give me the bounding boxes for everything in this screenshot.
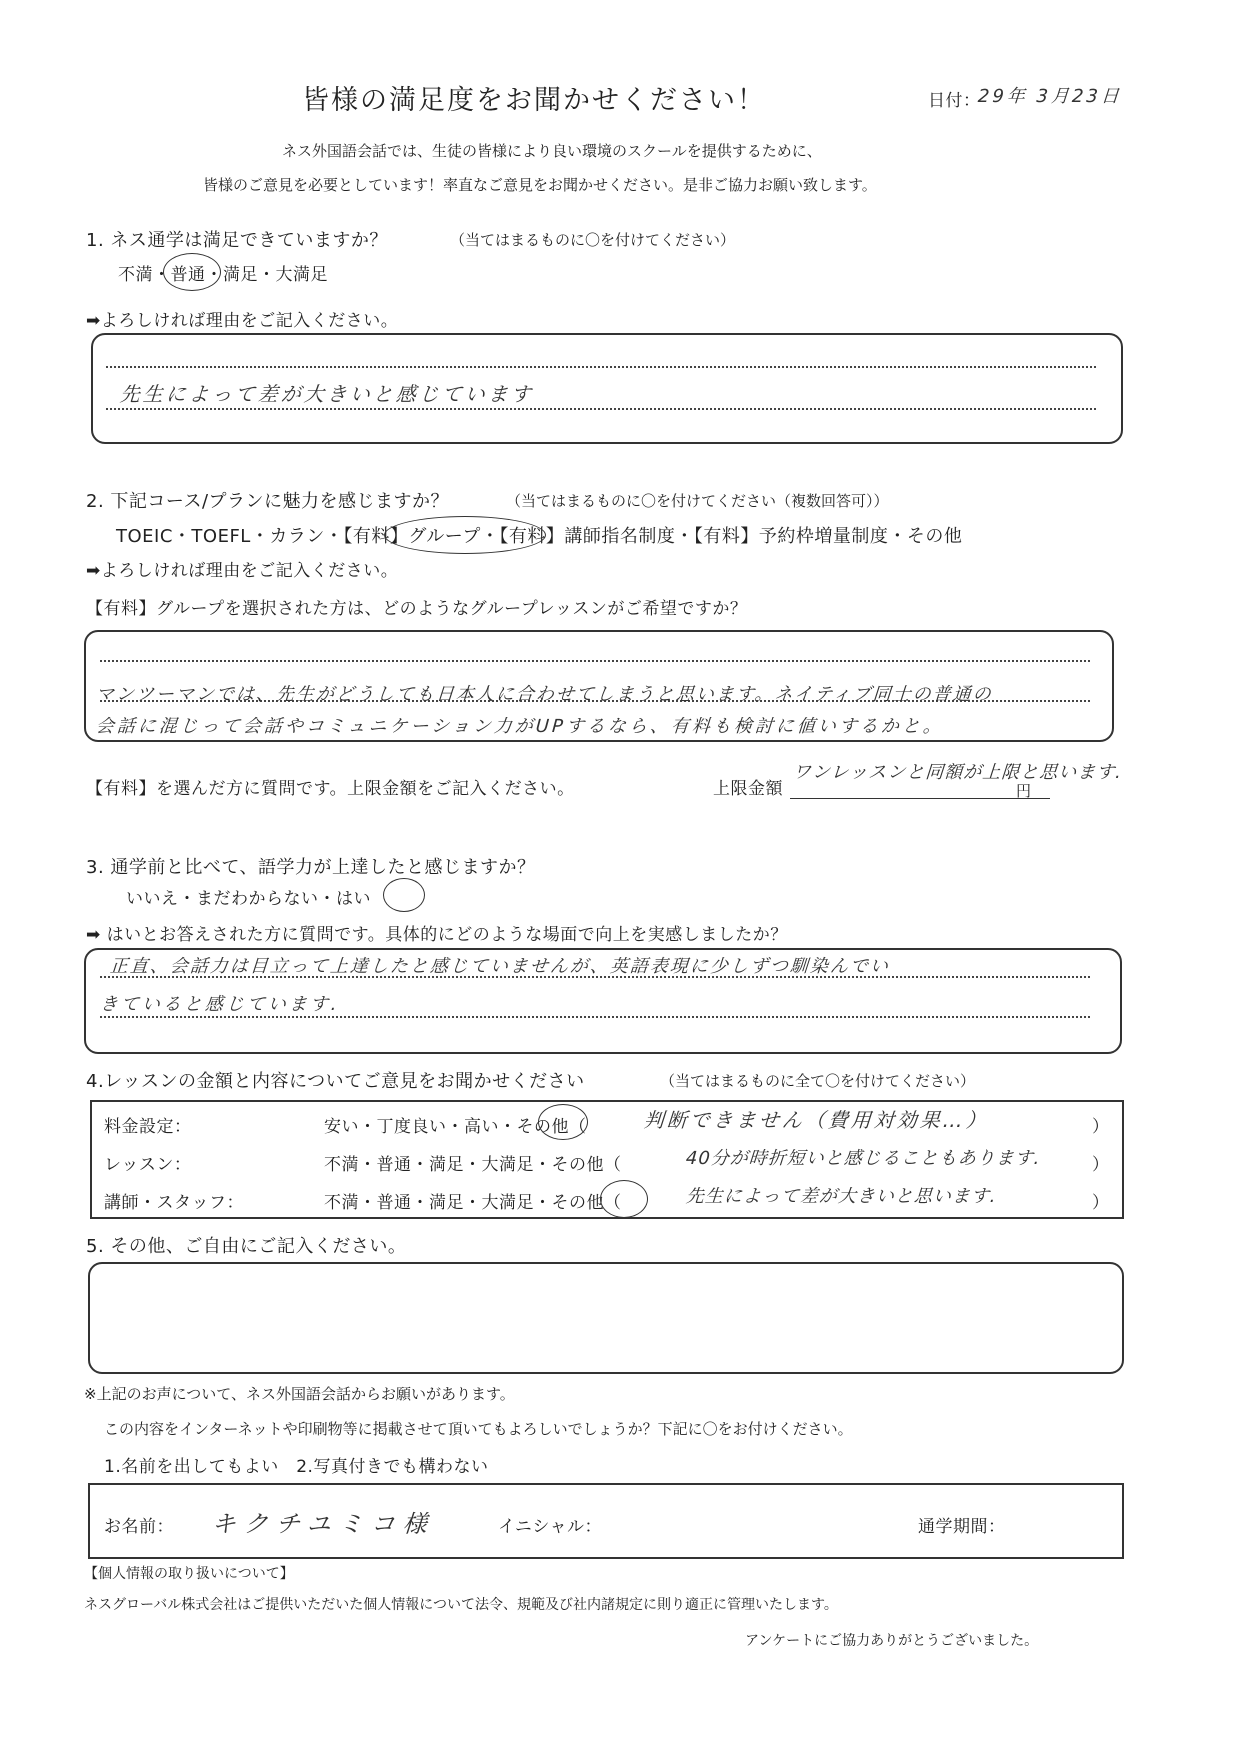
q4-option[interactable]: 大満足 bbox=[481, 1155, 534, 1175]
q1-reason-prompt: ➡よろしければ理由をご記入ください。 bbox=[86, 311, 399, 331]
dotted-line bbox=[100, 660, 1090, 662]
selection-circle bbox=[384, 516, 546, 554]
q3-option[interactable]: まだわからない bbox=[196, 889, 319, 909]
q2-option[interactable]: TOEFL bbox=[191, 526, 251, 547]
intro-line-1: ネス外国語会話では、生徒の皆様により良い環境のスクールを提供するために、 bbox=[282, 142, 822, 160]
q2-option[interactable]: その他 bbox=[906, 526, 963, 547]
note-line-2: この内容をインターネットや印刷物等に掲載させて頂いてもよろしいでしょうか？下記に〇をお付けください。 bbox=[104, 1420, 853, 1438]
dotted-line bbox=[106, 408, 1096, 410]
close-paren: ） bbox=[1092, 1117, 1110, 1137]
q4-option[interactable]: 不満 bbox=[324, 1193, 359, 1213]
q2-reason-prompt: ➡よろしければ理由をご記入ください。 bbox=[86, 561, 399, 581]
name-label: お名前： bbox=[104, 1517, 174, 1537]
q4-row-label: レッスン： bbox=[104, 1155, 192, 1175]
q4-row-comment: 判断できません（費用対効果…） bbox=[643, 1108, 990, 1132]
q5-answer-box[interactable] bbox=[88, 1262, 1124, 1374]
note-line-1: ※上記のお声について、ネス外国語会話からお願いがあります。 bbox=[84, 1385, 515, 1403]
selection-circle bbox=[163, 253, 221, 291]
q3-answer-line-1: 正直、会話力は目立って上達したと感じていませんが、英語表現に少しずつ馴染んでい bbox=[109, 956, 891, 977]
note-line-3: 1.名前を出してもよい 2.写真付きでも構わない bbox=[104, 1457, 489, 1477]
q2-limit-question: 【有料】を選んだ方に質問です。上限金額をご記入ください。 bbox=[86, 779, 575, 799]
q2-options: TOEIC・TOEFL・カラン・【有料】グループ・【有料】講師指名制度・【有料】予約枠増量制度・その他 bbox=[116, 526, 963, 547]
q2-option-selected[interactable]: 【有料】グループ bbox=[343, 526, 481, 547]
q2-limit-unit: 円 bbox=[1016, 782, 1032, 800]
q3-question: 3. 通学前と比べて、語学力が上達したと感じますか？ bbox=[86, 857, 536, 878]
q4-option[interactable]: 大満足 bbox=[481, 1193, 534, 1213]
q2-question: 2. 下記コース/プランに魅力を感じますか？ bbox=[86, 491, 450, 512]
q2-answer-line-2: 会話に混じって会話やコミュニケーション力がUPするなら、有料も検討に値いするかと。 bbox=[95, 716, 945, 737]
privacy-heading: 【個人情報の取り扱いについて】 bbox=[84, 1566, 294, 1582]
selection-circle bbox=[538, 1104, 588, 1140]
q4-option[interactable]: 丁度良い bbox=[376, 1117, 447, 1137]
q4-option[interactable]: 満足 bbox=[429, 1193, 464, 1213]
q2-sub-question: 【有料】グループを選択された方は、どのようなグループレッスンがご希望ですか？ bbox=[86, 599, 748, 619]
q4-row-comment: 40分が時折短いと感じることもあります. bbox=[685, 1148, 1042, 1169]
q4-note: （当てはまるものに全て〇を付けてください） bbox=[660, 1072, 976, 1090]
q3-answer-line-2: きていると感じています. bbox=[99, 994, 341, 1015]
q4-row-options: 不満・普通・満足・大満足・その他（ bbox=[324, 1193, 622, 1213]
q1-option-selected[interactable]: 普通 bbox=[170, 265, 206, 285]
q1-option[interactable]: 不満 bbox=[118, 265, 153, 285]
close-paren: ） bbox=[1092, 1155, 1110, 1175]
q2-option[interactable]: 【有料】予約枠増量制度 bbox=[693, 526, 889, 547]
q4-option-selected[interactable]: その他 bbox=[551, 1193, 604, 1213]
q2-limit-label: 上限金額 bbox=[713, 779, 783, 799]
q3-option[interactable]: いいえ bbox=[126, 889, 179, 909]
q4-option-selected[interactable]: その他 bbox=[516, 1117, 569, 1137]
q1-option[interactable]: 大満足 bbox=[275, 265, 328, 285]
q1-option[interactable]: 満足 bbox=[223, 265, 258, 285]
name-value[interactable]: キクチユミコ様 bbox=[210, 1510, 436, 1538]
q3-follow-up: ➡ はいとお答えされた方に質問です。具体的にどのような場面で向上を実感しましたか？ bbox=[86, 925, 788, 945]
q3-option-selected[interactable]: はい bbox=[336, 889, 371, 909]
q4-option[interactable]: 普通 bbox=[376, 1193, 412, 1213]
q1-note: （当てはまるものに〇を付けてください） bbox=[450, 231, 736, 249]
selection-circle bbox=[600, 1180, 648, 1218]
q2-option[interactable]: 【有料】講師指名制度 bbox=[499, 526, 676, 547]
date-label: 日付： bbox=[928, 91, 981, 111]
q4-row-options: 不満・普通・満足・大満足・その他（ bbox=[324, 1155, 622, 1175]
q4-option[interactable]: 不満 bbox=[324, 1155, 359, 1175]
q2-note: （当てはまるものに〇を付けてください（複数回答可）） bbox=[506, 492, 889, 510]
q2-limit-answer: ワンレッスンと同額が上限と思います. bbox=[792, 762, 1123, 783]
q3-options: いいえ・まだわからない・はい bbox=[126, 889, 371, 909]
q4-option[interactable]: 普通 bbox=[376, 1155, 412, 1175]
selection-circle bbox=[383, 878, 425, 912]
initial-label: イニシャル： bbox=[498, 1517, 602, 1537]
q1-answer: 先生によって差が大きいと感じています bbox=[119, 382, 535, 406]
q4-option[interactable]: 満足 bbox=[429, 1155, 464, 1175]
limit-underline bbox=[790, 798, 1050, 799]
q4-row-label: 料金設定： bbox=[104, 1117, 192, 1137]
q2-option[interactable]: カラン bbox=[269, 526, 325, 547]
q4-option[interactable]: 高い bbox=[464, 1117, 499, 1137]
q1-options: 不満・普通・満足・大満足 bbox=[118, 265, 328, 285]
period-label: 通学期間： bbox=[918, 1517, 1006, 1537]
q4-row-comment: 先生によって差が大きいと思います. bbox=[685, 1186, 998, 1207]
privacy-text: ネスグローバル株式会社はご提供いただいた個人情報について法令、規範及び社内諸規定に則り適正に管理いたします。 bbox=[84, 1597, 838, 1613]
q1-question: 1. ネス通学は満足できていますか？ bbox=[86, 230, 388, 251]
q5-question: 5. その他、ご自由にご記入ください。 bbox=[86, 1236, 407, 1257]
close-paren: ） bbox=[1092, 1193, 1110, 1213]
dotted-line bbox=[100, 1016, 1090, 1018]
intro-line-2: 皆様のご意見を必要としています！率直なご意見をお聞かせください。是非ご協力お願い致します。 bbox=[203, 176, 877, 194]
q4-option[interactable]: 安い bbox=[324, 1117, 359, 1137]
q2-option[interactable]: TOEIC bbox=[116, 526, 173, 547]
q4-question: 4.レッスンの金額と内容についてご意見をお聞かせください bbox=[86, 1071, 585, 1092]
page-title: 皆様の満足度をお聞かせください！ bbox=[302, 85, 766, 116]
q2-answer-line-1: マンツーマンでは、先生がどうしても日本人に合わせてしまうと思います。ネイティブ同士の普通の bbox=[95, 684, 994, 705]
q4-row-options: 安い・丁度良い・高い・その他（ bbox=[324, 1117, 587, 1137]
q4-row-label: 講師・スタッフ： bbox=[104, 1193, 244, 1213]
dotted-line bbox=[106, 366, 1096, 368]
thanks-text: アンケートにご協力ありがとうございました。 bbox=[745, 1633, 1039, 1649]
q4-option[interactable]: その他 bbox=[551, 1155, 604, 1175]
date-value: 29年 3月23日 bbox=[977, 86, 1123, 107]
